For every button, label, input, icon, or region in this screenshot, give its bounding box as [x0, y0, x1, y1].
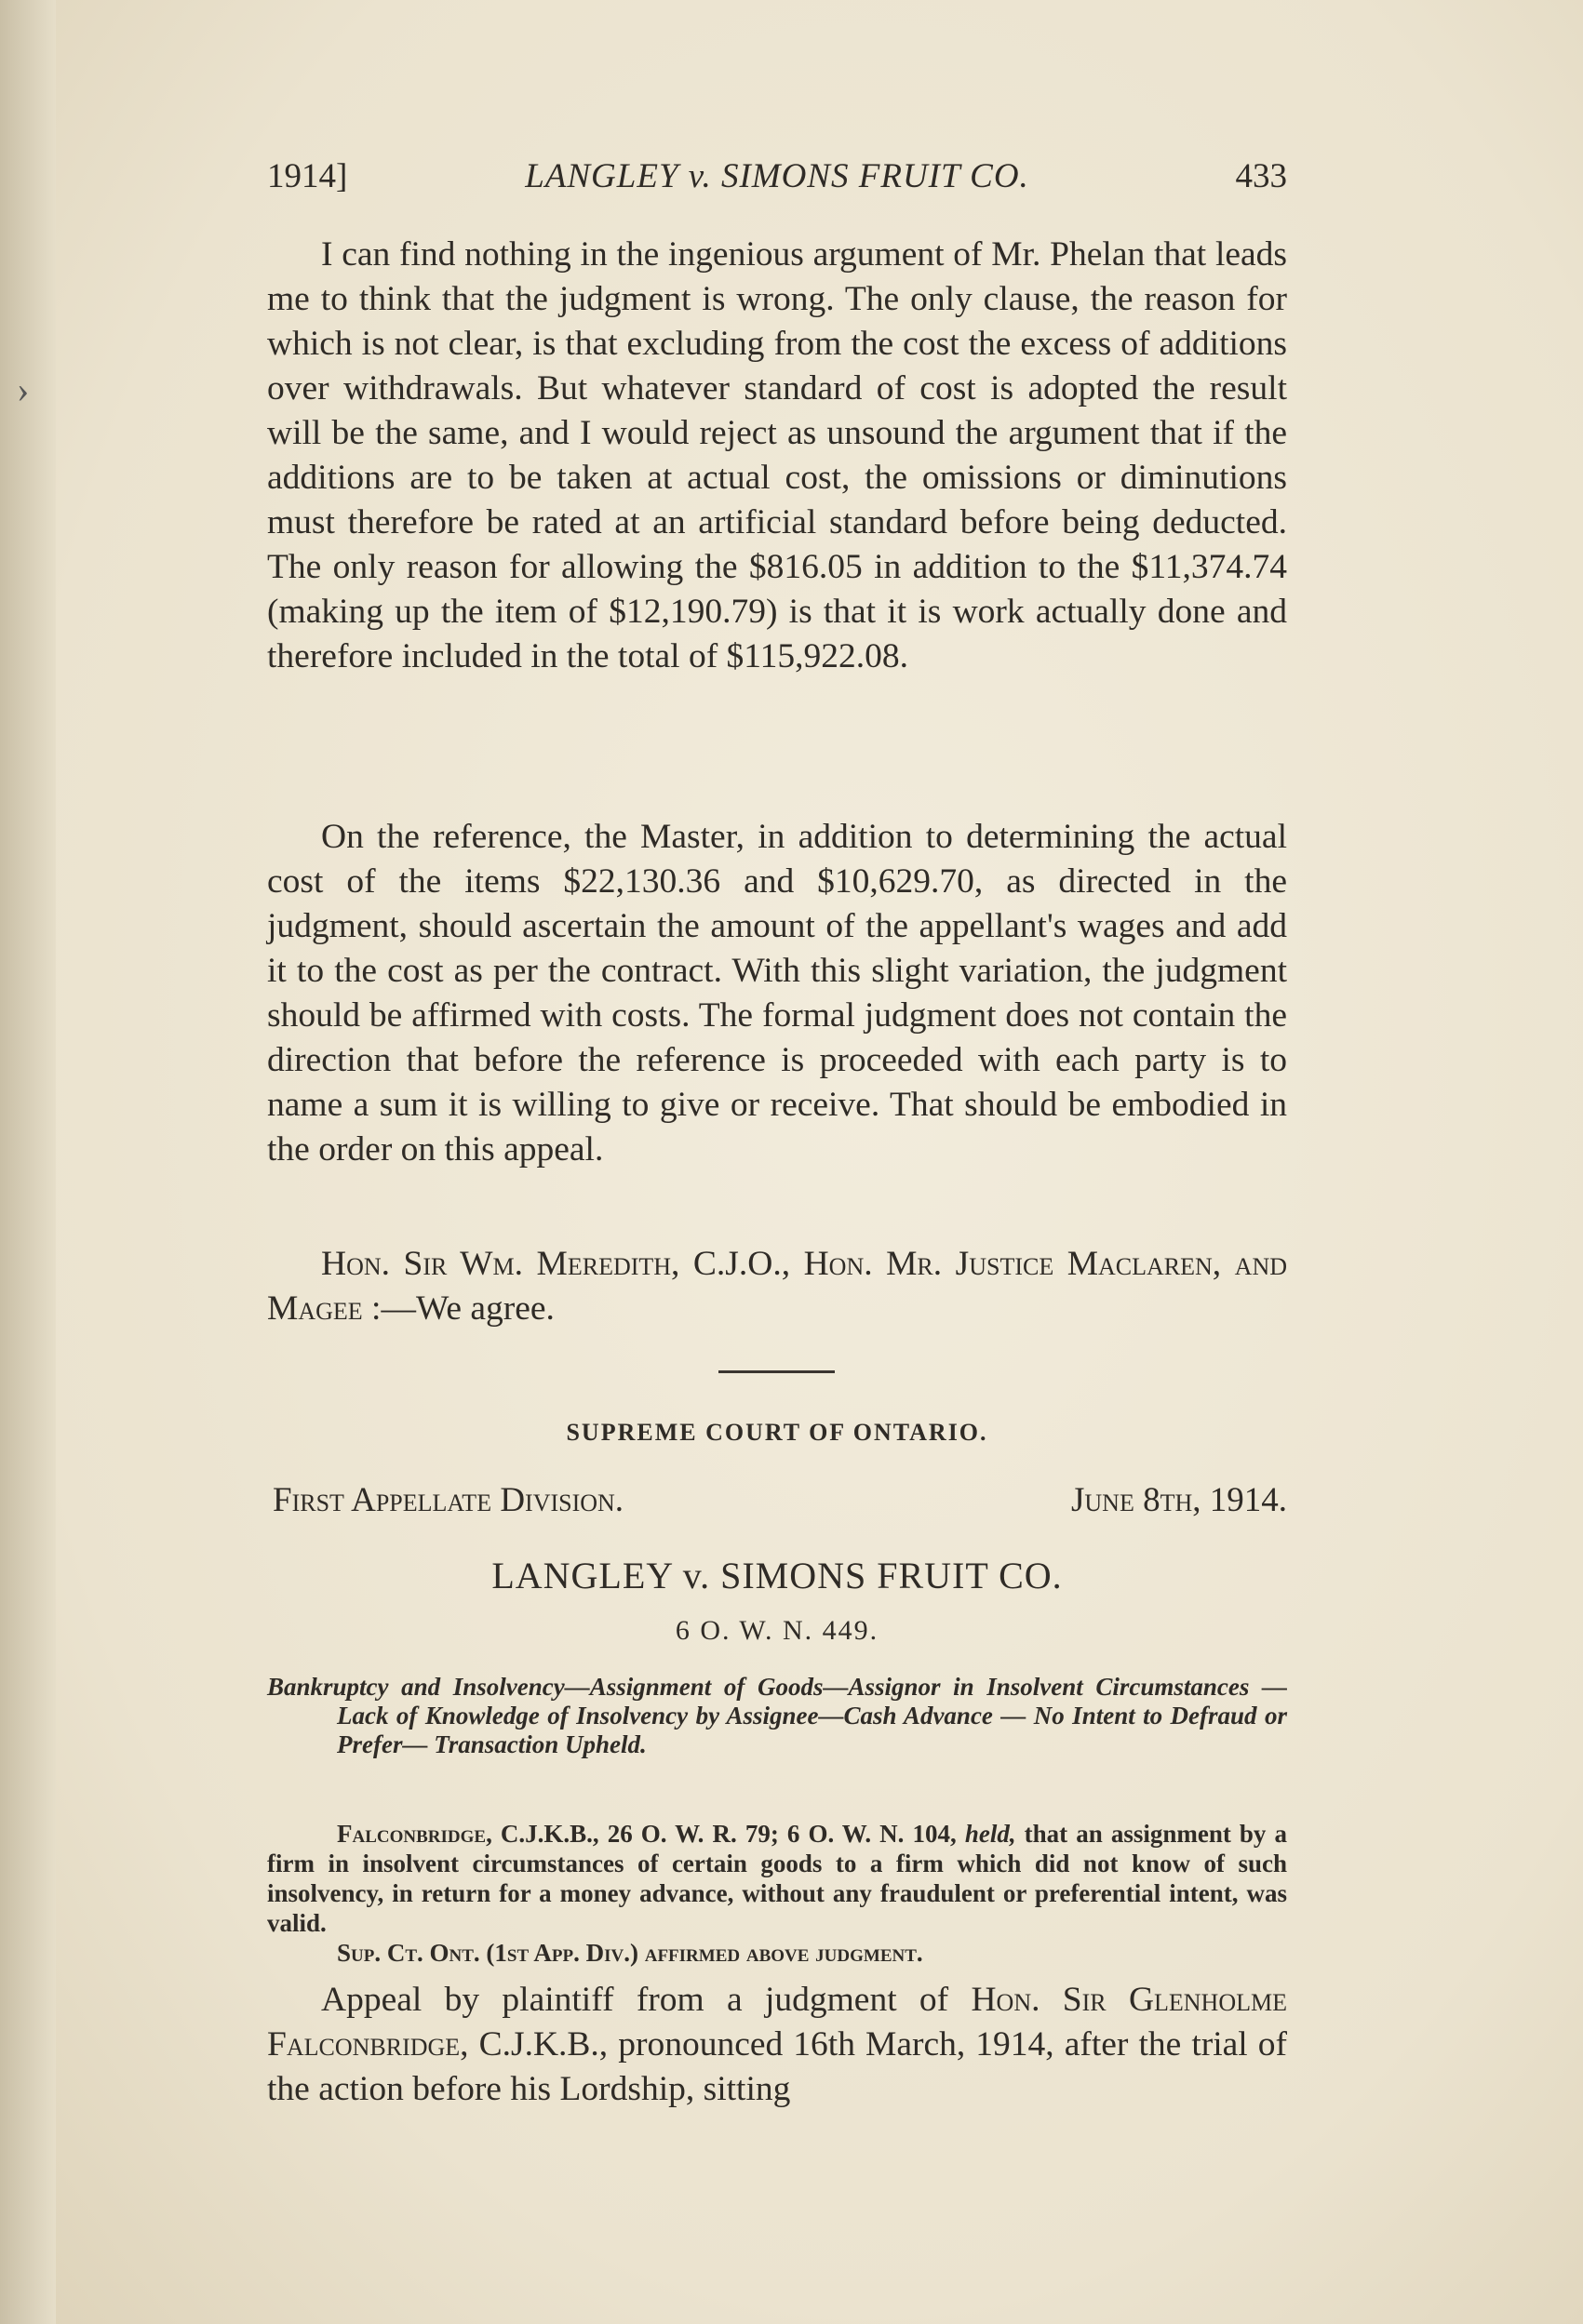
concurring-judges: Hon. Sir Wm. Meredith, C.J.O., Hon. Mr. Justice Maclaren, and Magee: [267, 1245, 1287, 1328]
header-running-title: LANGLEY v. SIMONS FRUIT CO.: [525, 157, 1029, 195]
holding-held: held,: [964, 1820, 1016, 1848]
paragraph-2: On the reference, the Master, in addition to determining the actual cost of the items $22,130.36 and $10,629.70, as directed in the judgment, should ascertain the amount of the appellant's wages and add it to the cost as per the contract. With this slight variation, the judgment should be affirmed with costs. The formal judgment does not contain the direction that before the reference is proceeded with each party is to name a sum it is willing to give or receive. That should be embodied in the order on this appeal.: [267, 818, 1287, 1169]
margin-arrow-mark: ›: [17, 368, 30, 410]
holding-cite: 26 O. W. R. 79; 6 O. W. N. 104,: [607, 1820, 957, 1848]
division-row: [273, 1480, 1287, 1525]
running-header: [267, 156, 1287, 199]
appeal-judge: Hon. Sir Glenholme Falconbridge,: [267, 1981, 1287, 2064]
binding-gutter: [0, 0, 56, 2324]
headnote-catchwords: Bankruptcy and Insolvency—Assignment of Goods—Assignor in Insolvent Circumstances — Lack of Knowledge of Insolvency by Assignee—Cash Advance — No Intent to Defraud or Prefer— Transaction Upheld.: [267, 1673, 1287, 1758]
concurrence-statement: :—We agree.: [371, 1289, 555, 1328]
section-divider: [718, 1370, 835, 1373]
appeal-paragraph: [267, 1978, 1287, 2112]
court-name: SUPREME COURT OF ONTARIO.: [566, 1419, 988, 1446]
case-citation: 6 O. W. N. 449.: [675, 1615, 879, 1646]
appeal-text: C.J.K.B., pronounced 16th March, 1914, after the trial of the action before his Lordship, sitting: [267, 2025, 1287, 2108]
holding-judge: Falconbridge, C.J.K.B.,: [337, 1820, 599, 1848]
holding-paragraph: [267, 1819, 1287, 1938]
case-title: LANGLEY v. SIMONS FRUIT CO.: [491, 1555, 1063, 1596]
page-number: 433: [1235, 157, 1287, 195]
holding-block: [267, 1819, 1287, 1968]
header-year: 1914]: [267, 157, 348, 195]
division-name: First Appellate Division.: [273, 1481, 624, 1519]
concurrence-paragraph: [267, 1242, 1287, 1331]
appeal-lead: Appeal by plaintiff from a judgment of: [321, 1981, 949, 2019]
holding-text: that an assignment by a firm in insolvent circumstances of certain goods to a firm which did not know of such insolvency, in return for a money advance, without any fraudulent or preferential intent, was valid.: [267, 1820, 1288, 1937]
affirmed-line: Sup. Ct. Ont. (1st App. Div.) affirmed above judgment.: [337, 1939, 923, 1967]
paragraph-1: I can find nothing in the ingenious argument of Mr. Phelan that leads me to think that the judgment is wrong. The only clause, the reason for which is not clear, is that excluding from the cost the excess of additions over withdrawals. But whatever standard of cost is adopted the result will be the same, and I would reject as unsound the argument that if the additions are to be taken at actual cost, the omissions or diminutions must therefore be rated at an artificial standard before being deducted. The only reason for allowing the $816.05 in addition to the $11,374.74 (making up the item of $12,190.79) is that it is work actually done and therefore included in the total of $115,922.08.: [267, 235, 1287, 675]
decision-date: June 8th, 1914.: [1071, 1481, 1287, 1519]
